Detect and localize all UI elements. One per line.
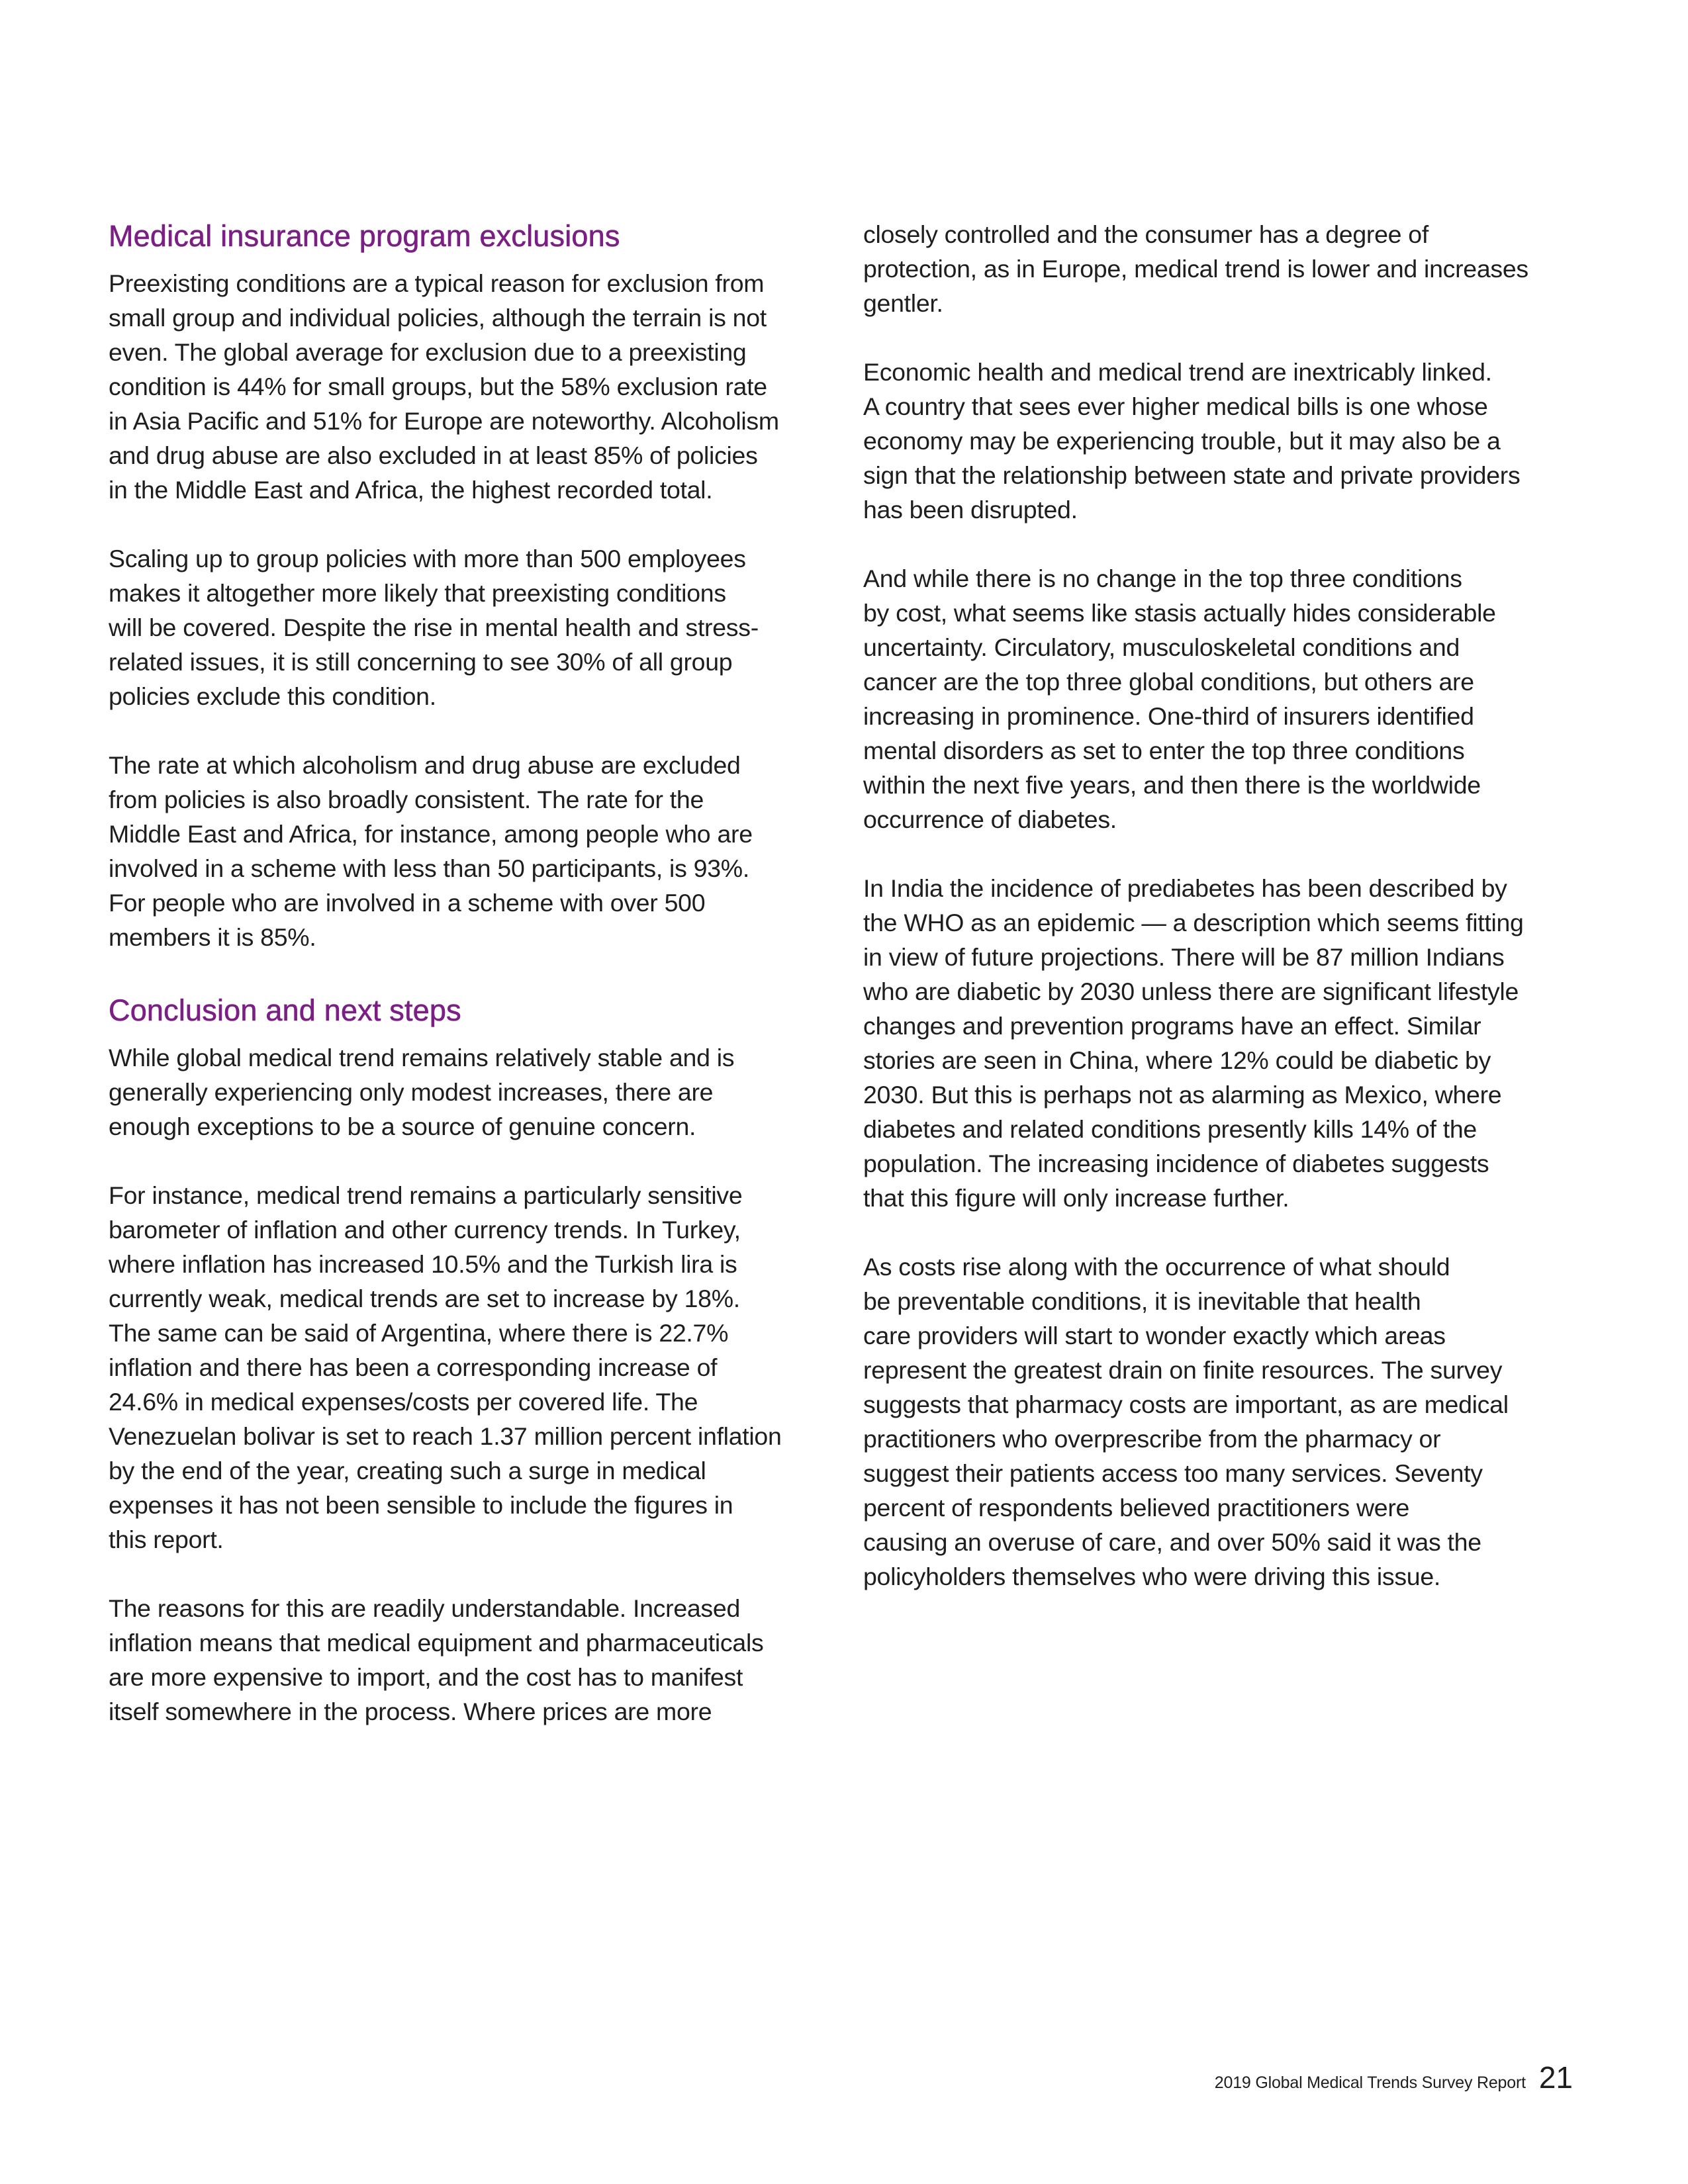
right-column: [863, 217, 1585, 1628]
section-heading-conclusion: Conclusion and next steps: [109, 993, 461, 1027]
paragraph-global-trend: While global medical trend remains relatively stable and is generally experiencing only modest increases, there are enough exceptions to be a source of genuine concern.: [109, 1044, 735, 1140]
paragraph-diabetes: In India the incidence of prediabetes has been described by the WHO as an epidemic — a description which seems fitting in view of future projections. There will be 87 million Indians who are diabetic by 2030 unless there are significant lifestyle changes and prevention programs have an effect. Similar stories are seen in China, where 12% could be diabetic by 2030. But this is perhaps not as alarming as Mexico, where diabetes and related conditions presently kills 14% of the population. The increasing incidence of diabetes suggests that this figure will only increase further.: [863, 874, 1524, 1212]
page-number: 21: [1538, 2060, 1573, 2095]
left-column: [109, 217, 857, 1763]
paragraph-scaling-up: Scaling up to group policies with more than 500 employees makes it altogether more likely that preexisting conditions will be covered. Despite the rise in mental health and stress- related issues, it is still concerning to see 30% of all group policies exclude this condition.: [109, 545, 759, 710]
paragraph-reasons: The reasons for this are readily understandable. Increased inflation means that medical equipment and pharmaceuticals are more expensive to import, and the cost has to manifest itself somewhere in the process. Where prices are more: [109, 1594, 764, 1725]
paragraph-economic-health: Economic health and medical trend are inextricably linked. A country that sees ever higher medical bills is one whose economy may be experiencing trouble, but it may also be a sign that the relationship between state and private providers has been disrupted.: [863, 358, 1521, 523]
paragraph-top-conditions: And while there is no change in the top three conditions by cost, what seems like stasis actually hides considerable uncertainty. Circulatory, musculoskeletal conditions and cancer are the top three global conditions, but others are increasing in prominence. One-third of insurers identified mental disorders as set to enter the top three conditions within the next five years, and then there is the worldwide occurrence of diabetes.: [863, 565, 1496, 833]
page-footer: [1215, 2060, 1573, 2095]
footer-report-title: 2019 Global Medical Trends Survey Report: [1214, 2073, 1526, 2092]
paragraph-preexisting-conditions: Preexisting conditions are a typical reason for exclusion from small group and individual policies, although the terrain is not even. The global average for exclusion due to a preexisting condition is 44% for small groups, but the 58% exclusion rate in Asia Pacific and 51% for Europe are noteworthy. Alcoholism and drug abuse are also excluded in at least 85% of policies in the Middle East and Africa, the highest recorded total.: [109, 269, 779, 504]
paragraph-alcoholism-rate: The rate at which alcoholism and drug abuse are excluded from policies is also broadly consistent. The rate for the Middle East and Africa, for instance, among people who are involved in a scheme with less than 50 participants, is 93%. For people who are involved in a scheme with over 500 members it is 85%.: [109, 751, 753, 951]
paragraph-inflation: For instance, medical trend remains a particularly sensitive barometer of inflation and other currency trends. In Turkey, where inflation has increased 10.5% and the Turkish lira is currently weak, medical trends are set to increase by 18%. The same can be said of Argentina, where there is 22.7% inflation and there has been a corresponding increase of 24.6% in medical expenses/costs per covered life. The Venezuelan bolivar is set to reach 1.37 million percent inflation by the end of the year, creating such a surge in medical expenses it has not been sensible to include the figures in this report.: [109, 1181, 782, 1553]
section-heading-exclusions: Medical insurance program exclusions: [109, 219, 620, 253]
paragraph-controlled-prices: closely controlled and the consumer has a degree of protection, as in Europe, medical trend is lower and increases gentler.: [863, 220, 1528, 317]
paragraph-costs-rise: As costs rise along with the occurrence of what should be preventable conditions, it is inevitable that health care providers will start to wonder exactly which areas represent the greatest drain on finite resources. The survey suggests that pharmacy costs are important, as are medical practitioners who overprescribe from the pharmacy or suggest their patients access too many services. Seventy percent of respondents believed practitioners were causing an overuse of care, and over 50% said it was the policyholders themselves who were driving this issue.: [863, 1253, 1509, 1590]
